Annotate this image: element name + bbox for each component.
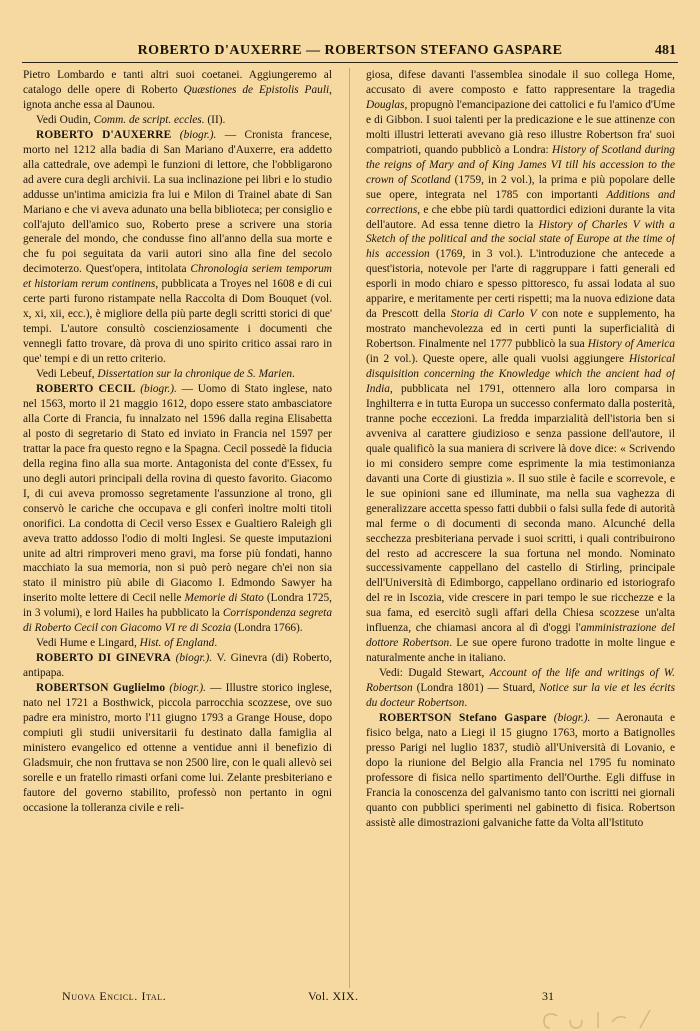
entry-roberto-cecil: ROBERTO CECIL (biogr.). — Uomo di Stato inglese, nato nel 1563, morto il 21 maggio 1612, dopo essere stato ambasciatore alla Corte di Francia, fu innalzato nel 1596 dalla regina Elisabetta al posto di segretario di Stato ed inviato in Francia nel 1597 per trattar la pace fra questo regno e la Spagna. Cecil possedè la fiducia della regina fino alla sua morte. Antagonista del conte d'Essex, fu uno degli autori principali della rovina di questo favorito. Giacomo I, di cui aveva promosso segretamente l'assunzione al trono, gli conservò le cariche che occupava e gli conferì inoltre molti titoli onorifici. La condotta di Cecil verso Essex e Gualtiero Raleigh gli aveva tratto addosso l'odio di molti Inglesi. Se queste imputazioni unite ad altri rimproveri meno gravi, ma forse più fondati, hanno macchiato la sua memoria, non si può però negare ch'ei non sia stato il ministro più abile di Giacomo I. Edmondo Sawyer ha inserito molte lettere di Cecil nelle Memorie di Stato (Londra 1725, in 3 volumi), e lord Hailes ha pubblicato la Corrispondenza segreta di Roberto Cecil con Giacomo VI re di Scozia (Londra 1766). [23,383,332,635]
running-header [22,40,678,63]
paragraph-lebeuf-reference: Vedi Lebeuf, Dissertation sur la chronique de S. Marien. [36,368,295,381]
running-title: ROBERTO D'AUXERRE — ROBERTSON STEFANO GASPARE [137,43,563,58]
entry-robertson-stefano-gaspare: ROBERTSON Stefano Gaspare (biogr.). — Aeronauta e fisico belga, nato a Liegi il 15 giugno 1763, morto a Batignolles presso Parigi nel luglio 1837, studiò all'Università di Lovanio, e dopo la riunione del Belgio alla Francia nel 1795 fu nominato professore di fisica nello spartimento dell'Ourthe. Egli diffuse in Francia la conoscenza del galvanismo tanto con iscritti nei giornali quanto con pubblici sperimenti nel gabinetto di fisica. Robertson assistè alle dimostrazioni galvaniche fatte da Volta all'Istituto [366,711,675,829]
paragraph-oudin-reference: Vedi Oudin, Comm. de script. eccles. (II). [36,113,226,126]
entry-headword: ROBERTSON Guglielmo [36,682,166,695]
footer-volume: Vol. XIX. [308,989,359,1003]
entry-robertson-guglielmo: ROBERTSON Guglielmo (biogr.). — Illustre storico inglese, nato nel 1721 a Bosthwick, piccola parrocchia scozzese, ove suo padre era ministro, morto l'11 giugno 1793 a Grange House, dopo compiuti gli studii universitarii fu destinato dalla famiglia al ministero evangelico ed ottenne a ventidue anni il benefizio di Gladsmuir, che non fruttava se non 2500 lire, con le quali allevò sei sorelle e un fratello rimasti orfani come lui. Zelante presbiteriano e fautore del governo stabilito, professò non pertanto in ogni occasione la tolleranza civile e reli- [23,682,332,814]
page-number: 481 [655,43,676,58]
paragraph-stewart-reference: Vedi: Dugald Stewart, Account of the life and writings of W. Robertson (Londra 1801) — Stuard, Notice sur la vie et les écrits du docteur Robertson. [366,667,675,710]
page-footer [22,989,678,1007]
entry-headword: ROBERTO DI GINEVRA [36,652,172,665]
entry-headword: ROBERTO D'AUXERRE [36,128,172,141]
entry-headword: ROBERTO CECIL [36,383,136,396]
footer-signature: 31 [542,989,554,1003]
paragraph-robertson-continuation: giosa, difese davanti l'assemblea sinodale il suo collega Home, accusato di avere composto e fatto rappresentare la tragedia Douglas, propugnò l'emancipazione dei cattolici e fu l'amico d'Ume e di Gibbon. I suoi talenti per la predicazione e le sue attinenze con molti illustri letterati avevano già reso illustre Robertson fra' suoi compatrioti, quando pubblicò a Londra: History of Scotland during the reigns of Mary and of King James VI till his accession to the crown of Scotland (1759, in 2 vol.), la prima e più popolare delle sue opere, integrata nel 1785 con importanti Additions and corrections, e che ebbe più tardi quattordici edizioni durante la vita dell'autore. Ad essa tenne dietro la History of Charles V with a Sketch of the political and the social state of Europe at the time of his accession (1769, in 3 vol.). L'introduzione che antecede a quest'istoria, notevole per l'arte di raggruppare i fatti generali ed esporli in modo chiaro e spesso pittoresco, fu assai lodata al suo apparire, e meritamente per certi rispetti; ma la nuova edizione data da Prescott della Storia di Carlo V con note e supplemento, ha mostrato manchevolezza ed in certi punti la superficialità di Robertson. Finalmente nel 1777 pubblicò la sua History of America (in 2 vol.). Queste opere, alle quali vuolsi aggiungere Historical disquisition concerning the Knowledge which the ancient had of India, pubblicata nel 1791, ottennero alla loro comparsa in Inghilterra e in tutta Europa un successo confermato dalla posterità, tranne poche eccezioni. La fredda imparzialità dell'istoria ben si avveniva al carattere giudizioso e senza passione dell'autore, il quale qualificò la sua maniera di scrivere là dove dice: « Scrivendo io mi considero sempre come esprimente la mia testimonianza davanti una Corte di giustizia ». Il suo stile è facile e scorrevole, e le sue opinioni sane ed illuminate, ma nella sua vaghezza di generalizzare accetta spesso fatti dubbii o falsi sulla fede di autorità mal ferme o di documenti di seconda mano. Alcunché della secchezza presbiteriana pervade i suoi scritti, i quali contribuirono del resto ad accrescere la sua fortuna nel mondo. Nominato successivamente cappellano del castello di Stirling, principale dell'Università di Edimborgo, cappellano ordinario ed istoriografo del re in Iscozia, vide crescere in pari tempo le sue ricchezze e la sua fama, ed esercitò sugli affari della Chiesa scozzese un'alta influenza, che chiamasi ancora al dì d'oggi l'amministrazione del dottore Robertson. Le sue opere furono tradotte in molte lingue e naturalmente anche in italiano. [366,69,675,665]
entry-roberto-dauxerre: ROBERTO D'AUXERRE (biogr.). — Cronista francese, morto nel 1212 alla badia di San Mariano d'Auxerre, era addetto alla cattedrale, ove adempì le funzioni di lettore, che l'obbligarono ad avere cura degli archivii. La sua inclinazione pei libri e lo studio addusse un'intima amicizia fra lui e Milon di Trainel abate di San Mariano e che vi aveva adunato una bella biblioteca; per consiglio e coll'ajuto dell'amico suo, Roberto prese a scrivere una storia generale del mondo, che condusse fino all'anno della sua morte e che fu poi seguitata da varii autori sino alla fine del secolo decimoterzo. Quest'opera, intitolata Chronologia seriem temporum et historiam rerum continens, pubblicata a Troyes nel 1608 e di cui certe parti furono ristampate nella Raccolta di Dom Bouquet (vol. x, xi, xii, ecc.), è migliore della più parte degli scritti storici di que' tempi. L'autore consultò coscienziosamente i documenti che vennegli fatto trovare, dà prova di uno spirito critico assai raro in que' tempi e di un retto criterio. [23,128,332,366]
scan-watermark-logo [540,1008,690,1030]
column-divider [349,68,350,988]
paragraph-robert-continuation: Pietro Lombardo e tanti altri suoi coetanei. Aggiungeremo al catalogo delle opere di Roberto Quæstiones de Epistolis Pauli, ignota anche essa al Daunou. [23,69,332,111]
paragraph-hume-reference: Vedi Hume e Lingard, Hist. of England. [36,637,218,650]
footer-publication: Nuova Encicl. Ital. [62,989,167,1003]
entry-headword: ROBERTSON Stefano Gaspare [379,711,547,724]
entry-roberto-di-ginevra: ROBERTO DI GINEVRA (biogr.). V. Ginevra (di) Roberto, antipapa. [23,652,332,680]
right-column [366,68,675,990]
left-column [23,68,332,990]
